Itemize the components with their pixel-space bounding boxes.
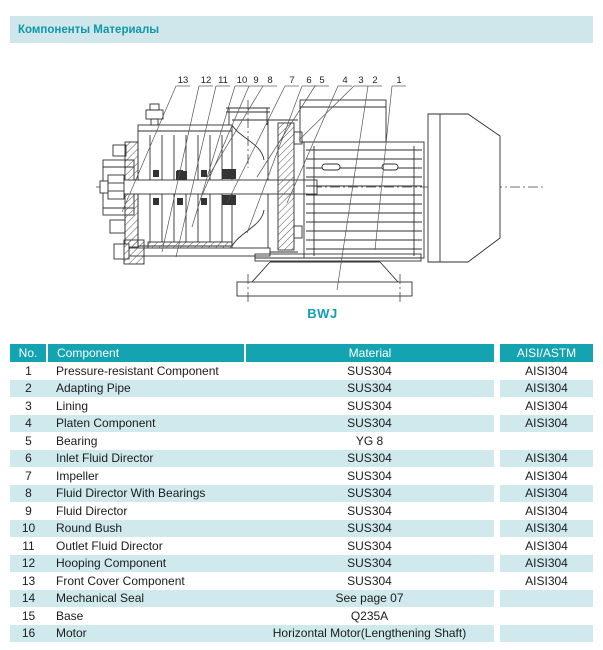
callout-number: 5 — [319, 75, 325, 86]
cell-material: SUS304 — [245, 555, 497, 573]
cell-component: Impeller — [56, 468, 99, 483]
table-row — [10, 397, 593, 415]
cell-material: SUS304 — [347, 503, 392, 518]
cell-aisi — [497, 432, 593, 450]
cell-material: SUS304 — [347, 573, 392, 588]
cell-component: Fluid Director — [56, 503, 128, 518]
fan-cover — [428, 114, 500, 262]
materials-table — [10, 344, 593, 642]
base — [237, 254, 421, 304]
column-header-component: Component — [47, 344, 245, 362]
cell-component: Hooping Component — [47, 555, 245, 573]
cell-component: Bearing — [56, 433, 98, 448]
cell-no: 3 — [25, 398, 32, 413]
cell-component: Motor — [47, 625, 245, 643]
cell-component: Front Cover Component — [56, 573, 185, 588]
diagram-caption: BWJ — [307, 306, 338, 321]
cell-material: SUS304 — [245, 380, 497, 398]
cell-component: Base — [56, 608, 84, 623]
callout-number: 7 — [289, 75, 295, 86]
cell-no: 9 — [25, 503, 32, 518]
cell-aisi — [497, 625, 593, 643]
table-row — [10, 450, 593, 468]
cell-component: Outlet Fluid Director — [56, 538, 163, 553]
cell-material: SUS304 — [245, 485, 497, 503]
cell-aisi: AISI304 — [497, 397, 593, 415]
cell-aisi: AISI304 — [497, 520, 593, 538]
cell-component: Adapting Pipe — [47, 380, 245, 398]
callout-number: 11 — [218, 75, 228, 86]
cell-component: Pressure-resistant Component — [56, 363, 219, 378]
cell-no: 8 — [10, 485, 47, 503]
column-header-no: No. — [10, 344, 47, 362]
callout-number: 13 — [177, 75, 189, 86]
cell-no: 11 — [22, 538, 35, 553]
cell-material: SUS304 — [347, 363, 392, 378]
cell-component: Lining — [56, 398, 89, 413]
cell-component: Mechanical Seal — [47, 590, 245, 608]
table-row — [10, 485, 593, 503]
table-row — [10, 590, 593, 608]
cell-component: Inlet Fluid Director — [47, 450, 245, 468]
cell-no: 12 — [10, 555, 47, 573]
cell-material: SUS304 — [347, 538, 392, 553]
cell-aisi: AISI304 — [497, 502, 593, 520]
cell-aisi: AISI304 — [497, 467, 593, 485]
callout-number: 1 — [396, 75, 402, 86]
cell-material: Horizontal Motor(Lengthening Shaft) — [245, 625, 497, 643]
cell-component: Round Bush — [47, 520, 245, 538]
materials-table-header — [10, 344, 593, 362]
cell-no: 1 — [25, 363, 32, 378]
cell-component: Platen Component — [47, 415, 245, 433]
callout-number: 10 — [236, 75, 248, 86]
cell-aisi: AISI304 — [497, 572, 593, 590]
table-row — [10, 467, 593, 485]
table-row — [10, 537, 593, 555]
pump-cross-section-diagram — [0, 60, 603, 322]
callout-number: 4 — [342, 75, 348, 86]
cell-aisi: AISI304 — [497, 415, 593, 433]
cell-no: 15 — [21, 608, 36, 623]
cell-aisi: AISI304 — [497, 555, 593, 573]
table-row — [10, 607, 593, 625]
table-row — [10, 572, 593, 590]
cell-no: 6 — [10, 450, 47, 468]
cell-material: SUS304 — [245, 520, 497, 538]
cell-aisi: AISI304 — [497, 362, 593, 380]
cell-component: Fluid Director With Bearings — [47, 485, 245, 503]
cell-no: 5 — [25, 433, 32, 448]
callout-number: 2 — [372, 75, 378, 86]
cell-no: 14 — [10, 590, 47, 608]
cell-no: 16 — [10, 625, 47, 643]
cell-material: YG 8 — [355, 433, 384, 448]
section-header — [10, 16, 593, 43]
section-title: Компоненты Материалы — [18, 23, 160, 36]
callout-number: 6 — [306, 75, 312, 86]
cell-material: SUS304 — [347, 398, 392, 413]
column-header-material: Material — [245, 344, 497, 362]
cell-material: SUS304 — [245, 450, 497, 468]
cell-material: SUS304 — [245, 415, 497, 433]
cell-aisi: AISI304 — [497, 537, 593, 555]
cell-aisi — [497, 590, 593, 608]
cell-no: 10 — [10, 520, 47, 538]
callout-number: 8 — [267, 75, 273, 86]
table-row — [10, 380, 593, 398]
callout-number: 9 — [253, 75, 259, 86]
cell-aisi — [497, 607, 593, 625]
cell-no: 7 — [25, 468, 32, 483]
cell-material: Q235A — [350, 608, 389, 623]
cell-aisi: AISI304 — [497, 485, 593, 503]
cell-material: See page 07 — [245, 590, 497, 608]
table-row — [10, 362, 593, 380]
cell-no: 4 — [10, 415, 47, 433]
cell-material: SUS304 — [347, 468, 392, 483]
table-row — [10, 520, 593, 538]
table-row — [10, 432, 593, 450]
cell-no: 13 — [21, 573, 36, 588]
table-row — [10, 415, 593, 433]
pump-drawing — [0, 60, 603, 322]
callout-number: 3 — [358, 75, 364, 86]
cell-aisi: AISI304 — [497, 450, 593, 468]
table-row — [10, 555, 593, 573]
cell-no: 2 — [10, 380, 47, 398]
cell-aisi: AISI304 — [497, 380, 593, 398]
table-row — [10, 625, 593, 643]
column-header-aisi: AISI/ASTM — [497, 344, 593, 362]
table-row — [10, 502, 593, 520]
callout-number: 12 — [200, 75, 212, 86]
